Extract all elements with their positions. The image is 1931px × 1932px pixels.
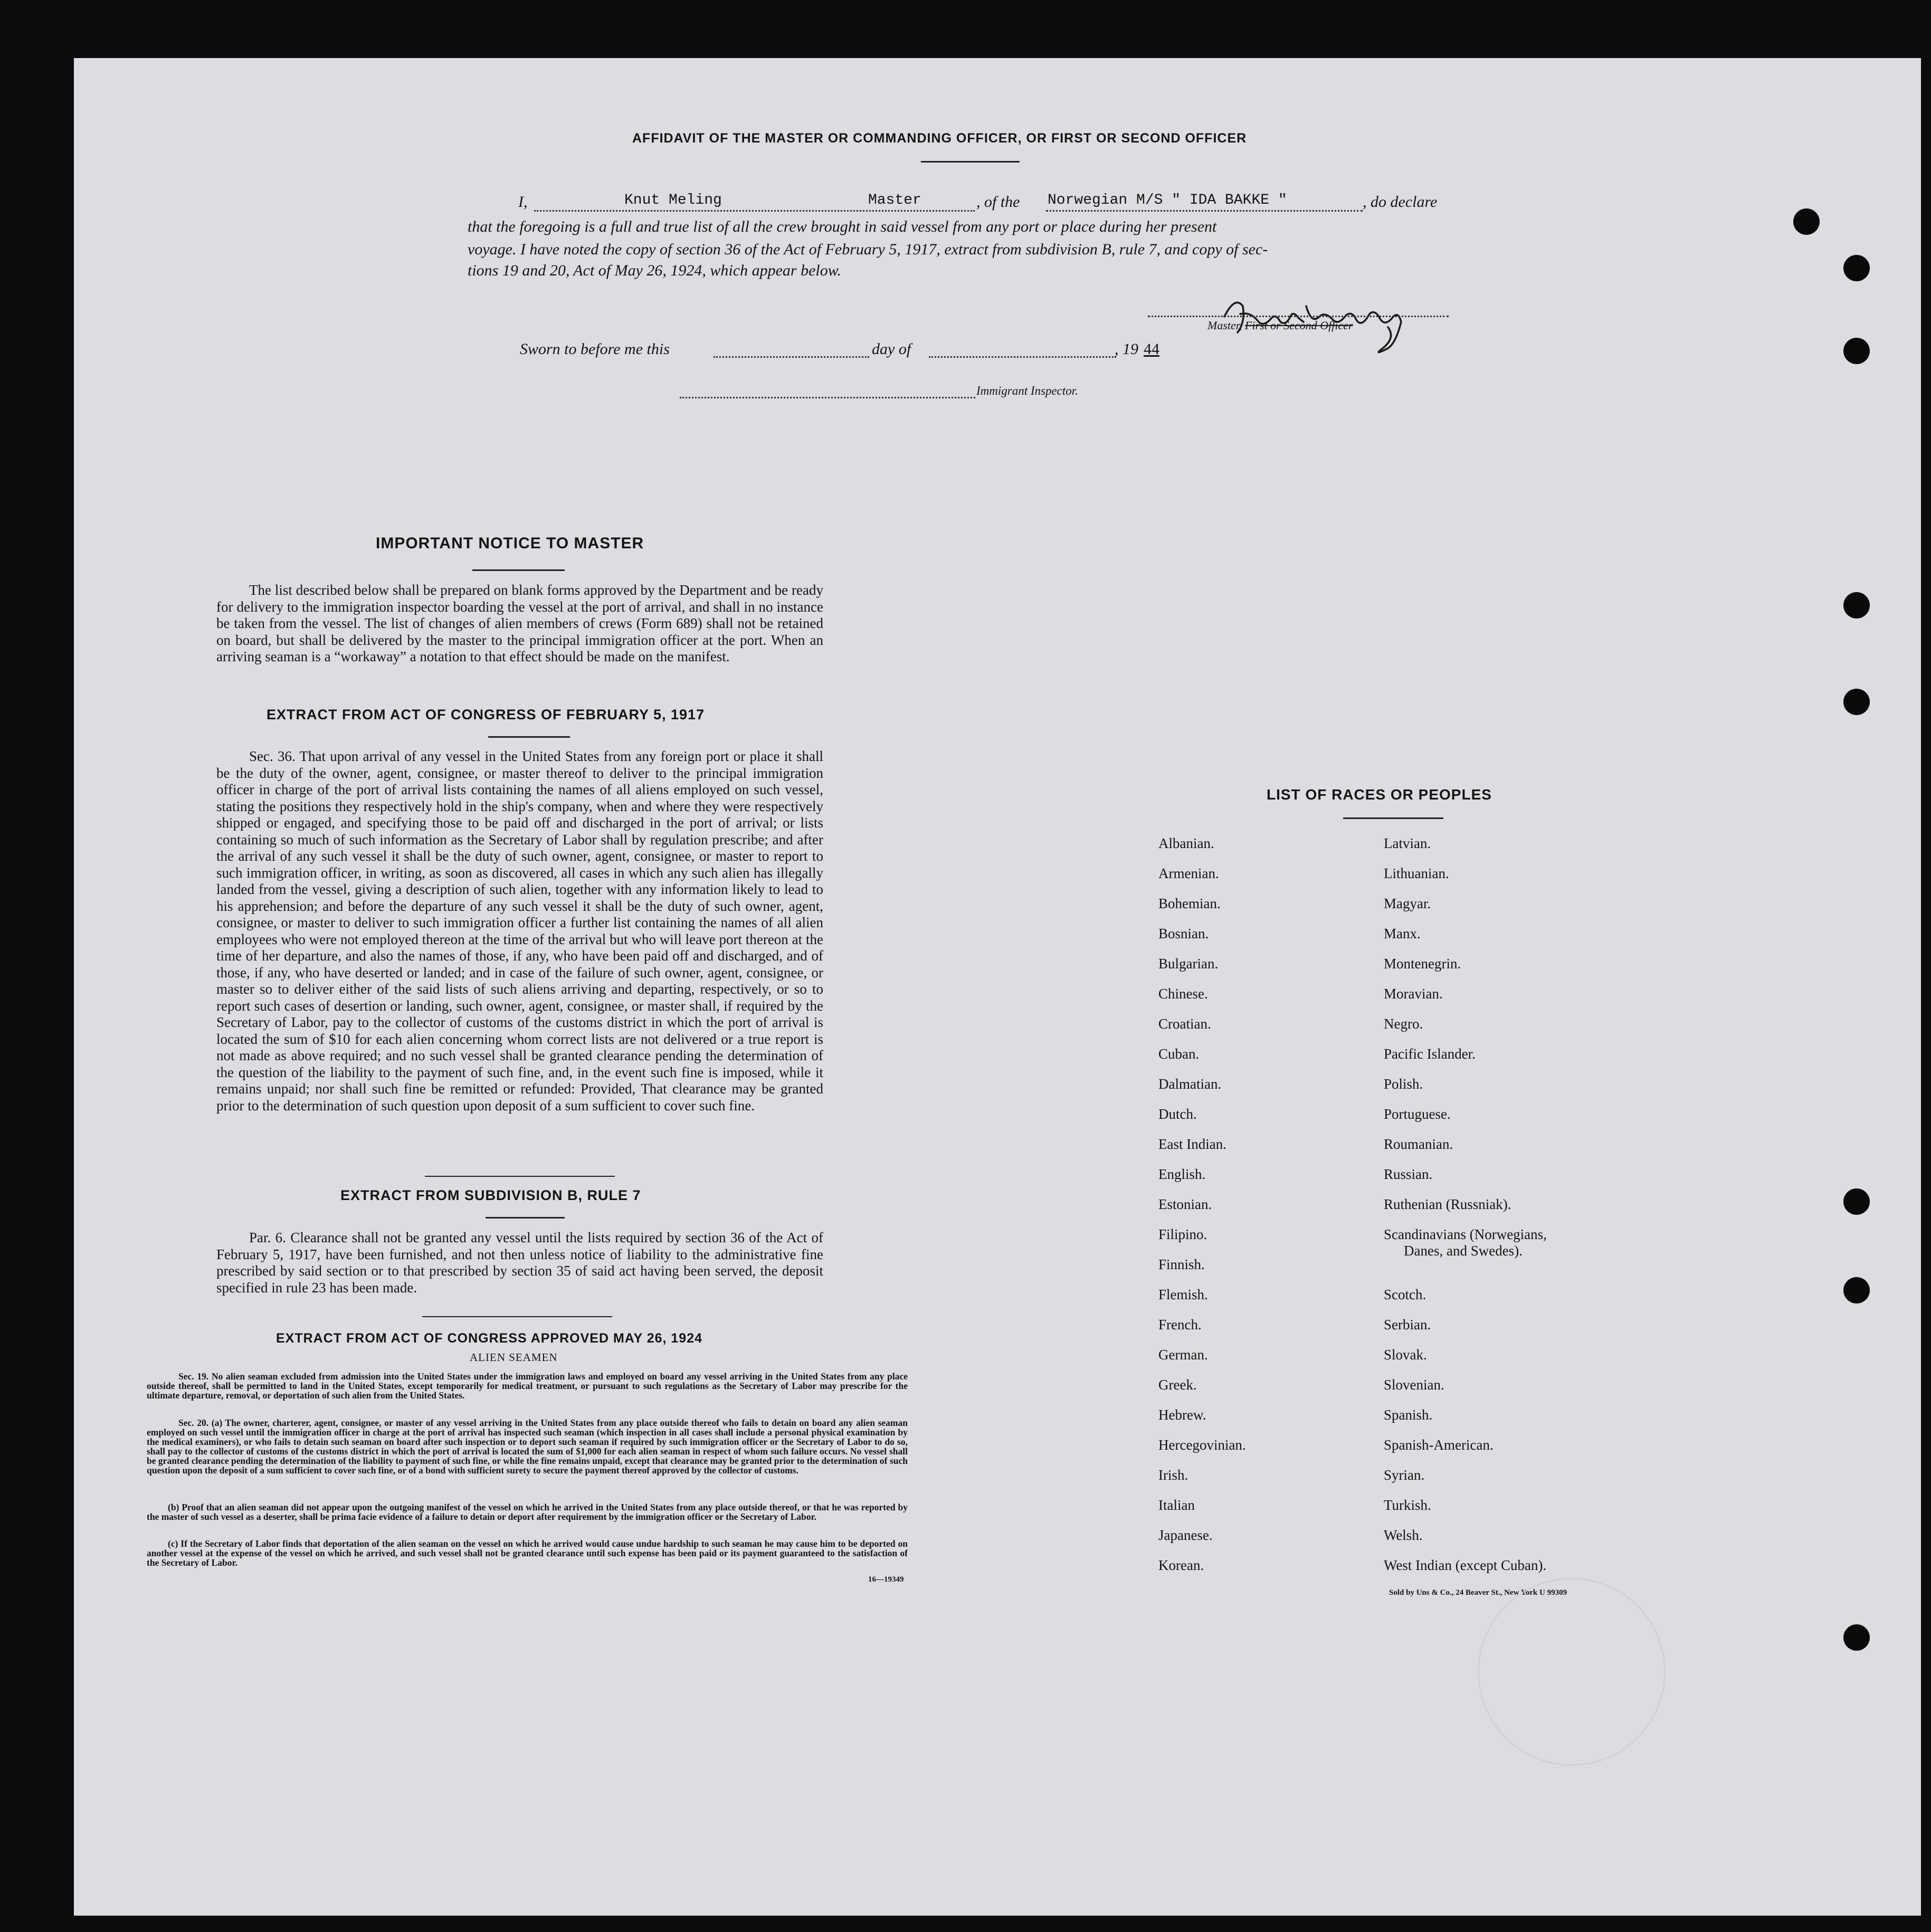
race-item: Greek. (1158, 1377, 1197, 1393)
day-of-label: day of (872, 340, 911, 358)
do-declare-label: , do declare (1363, 193, 1438, 211)
extract-1917-rule (488, 736, 570, 738)
race-item: Dalmatian. (1158, 1076, 1222, 1092)
race-item: Russian. (1384, 1166, 1433, 1182)
declaration-line-4: tions 19 and 20, Act of May 26, 1924, which appear below. (468, 262, 842, 279)
race-item: Spanish. (1384, 1407, 1433, 1423)
race-item: Magyar. (1384, 896, 1431, 911)
declaration-line-3: voyage. I have noted the copy of section 36 of the Act of February 5, 1917, extract from subdivision B, rule 7, and copy of sec- (468, 241, 1268, 258)
race-item: Scandinavians (Norwegians, (1384, 1226, 1547, 1242)
race-item: Polish. (1384, 1076, 1423, 1092)
year-prefix: , 19 (1115, 340, 1138, 358)
race-item: Chinese. (1158, 986, 1208, 1002)
race-item: Bulgarian. (1158, 956, 1219, 972)
notice-rule (472, 569, 565, 571)
binder-hole (1843, 689, 1870, 715)
race-item: Welsh. (1384, 1527, 1423, 1543)
race-item: Armenian. (1158, 865, 1219, 881)
extract-1924-top-rule (422, 1316, 612, 1317)
race-item: Croatian. (1158, 1016, 1211, 1032)
race-item: Filipino. (1158, 1226, 1207, 1242)
rule7-top-rule (425, 1176, 615, 1177)
race-item: Serbian. (1384, 1317, 1431, 1333)
race-item: Korean. (1158, 1557, 1204, 1573)
race-item: Slovak. (1384, 1347, 1427, 1363)
race-item: Moravian. (1384, 986, 1443, 1002)
name-underline (534, 210, 975, 212)
sec19-text: Sec. 19. No alien seaman excluded from admission into the United States under the immigration laws and employed on board any vessel arriving in the United States from any place outside thereof, shall be permitted to land in the United States, except temporarily for medical treatment, or pursuant to such regulations as the Secretary of Labor may prescribe for the ultimate departure, removal, or deportation of such alien from the United States. (147, 1371, 908, 1401)
races-title: LIST OF RACES OR PEOPLES (1267, 786, 1492, 803)
race-item: Estonian. (1158, 1196, 1212, 1212)
caption-master: Master, (1207, 319, 1242, 332)
race-item: Montenegrin. (1384, 956, 1461, 972)
affidavit-title: AFFIDAVIT OF THE MASTER OR COMMANDING OFFICER, OR FIRST OR SECOND OFFICER (632, 131, 1247, 146)
race-item: West Indian (except Cuban). (1384, 1557, 1547, 1573)
rule7-title: EXTRACT FROM SUBDIVISION B, RULE 7 (340, 1187, 641, 1203)
publisher-footer: Sold by Uns & Co., 24 Beaver St., New York U 99309 (1389, 1588, 1567, 1597)
alien-seamen-subtitle: ALIEN SEAMEN (470, 1351, 558, 1364)
embossed-seal (1478, 1578, 1666, 1766)
vessel-name: Norwegian M/S " IDA BAKKE " (1048, 192, 1287, 208)
form-number: 16—19349 (868, 1575, 904, 1584)
binder-hole (1793, 208, 1820, 235)
binder-hole (1843, 1277, 1870, 1303)
race-item: Portuguese. (1384, 1106, 1451, 1122)
race-item: Negro. (1384, 1016, 1423, 1032)
race-item: Pacific Islander. (1384, 1046, 1476, 1062)
title-rule (921, 161, 1020, 163)
race-item: Dutch. (1158, 1106, 1197, 1122)
race-item: Cuban. (1158, 1046, 1200, 1062)
master-name: Knut Meling (624, 192, 722, 208)
binder-hole (1843, 338, 1870, 364)
race-item: Slovenian. (1384, 1377, 1444, 1393)
race-item: Hercegovinian. (1158, 1437, 1246, 1453)
race-item: German. (1158, 1347, 1208, 1363)
binder-hole (1843, 1188, 1870, 1215)
extract-1924-title: EXTRACT FROM ACT OF CONGRESS APPROVED MAY 26, 1924 (276, 1331, 703, 1346)
year-value: 44 (1144, 340, 1159, 358)
race-item: Hebrew. (1158, 1407, 1206, 1423)
race-item: Manx. (1384, 926, 1421, 941)
extract-1917-title: EXTRACT FROM ACT OF CONGRESS OF FEBRUARY 5, 1917 (267, 707, 705, 722)
race-item: Ruthenian (Russniak). (1384, 1196, 1511, 1212)
rule7-rule (486, 1217, 565, 1219)
vessel-underline (1046, 210, 1363, 212)
signature-line (1148, 316, 1449, 317)
binder-hole (1843, 1624, 1870, 1651)
race-item: Danes, and Swedes). (1404, 1243, 1523, 1259)
race-item: Latvian. (1384, 835, 1431, 851)
race-item: French. (1158, 1317, 1202, 1333)
race-item: Bosnian. (1158, 926, 1209, 941)
race-item: Flemish. (1158, 1287, 1208, 1302)
inspector-line (680, 397, 975, 398)
sec20c-text: (c) If the Secretary of Labor finds that deportation of the alien seaman on the vessel on which he arrived would cause undue hardship to such seaman he may cause him to be deported on another vessel at the expense of the vessel on which he arrived, and such vessel shall not be granted clearance until such expense has been paid or its payment guaranteed to the satisfaction of the Secretary of Labor. (147, 1538, 908, 1568)
of-the-label: , of the (976, 193, 1020, 211)
inspector-label: Immigrant Inspector. (976, 384, 1078, 397)
sworn-label: Sworn to before me this (520, 340, 670, 358)
race-item: Albanian. (1158, 835, 1214, 851)
race-item: Syrian. (1384, 1467, 1425, 1483)
sec20a-text: Sec. 20. (a) The owner, charterer, agent, consignee, or master of any vessel arriving in the United States from any place outside thereof who fails to detain on board any alien seaman employed on such vessel until the immigration officer in charge at the port of arrival has inspected such seaman (which inspection in all cases shall include a personal physical examination by the medical examiners), or who fails to detain such seaman on board after such inspection or to deport such seaman if required by such immigration officer or the Secretary of Labor to do so, shall pay to the collector of customs of the customs district in which the port of arrival is located the sum of $1,000 for each alien seaman in respect of whom such failure occurs. No vessel shall be granted clearance pending the determination of the liability to payment of such fine, or while the fine remains unpaid, except that clearance may be granted prior to the determination of such question upon the deposit of a sum sufficient to cover such fine, or of a bond with sufficient surety to secure the payment thereof approved by the collector of customs. (147, 1417, 908, 1476)
race-item: Turkish. (1384, 1497, 1431, 1513)
race-item: Spanish-American. (1384, 1437, 1494, 1453)
declaration-i-label: I, (518, 193, 528, 211)
sec20b-text: (b) Proof that an alien seaman did not appear upon the outgoing manifest of the vessel on which he arrived in the United States from any place outside thereof, or that he was reported by the master of such vessel as a deserter, shall be prima facie evidence of a failure to detain or deport after requirement by the immigration officer or the Secretary of Labor. (147, 1502, 908, 1522)
race-item: Finnish. (1158, 1257, 1205, 1272)
race-item: Bohemian. (1158, 896, 1221, 911)
race-item: Lithuanian. (1384, 865, 1449, 881)
binder-hole (1843, 255, 1870, 281)
race-item: Italian (1158, 1497, 1195, 1513)
race-item: Japanese. (1158, 1527, 1213, 1543)
extract-1917-text: Sec. 36. That upon arrival of any vessel in the United States from any foreign port or place it shall be the duty of the owner, agent, consignee, or master thereof to deliver to the principal immigration officer in charge of the port of arrival lists containing the names of all aliens employed on such vessel, stating the positions they respectively hold in the ship's company, when and where they were respectively shipped or engaged, and specifying those to be paid off and discharged in the port of arrival; or lists containing so much of such information as the Secretary of Labor shall by regulation prescribe; and after the arrival of any such vessel it shall be the duty of such owner, agent, consignee, or master to report to such immigration officer, in writing, as soon as discovered, all cases in which any such alien has illegally landed from the vessel, giving a description of such alien, together with any information likely to lead to his apprehension; and before the departure of any such vessel it shall be the duty of such owner, agent, consignee, or master to deliver to such immigration officer a further list containing the names of all alien employees who were not employed thereon at the time of the arrival but who will leave port thereon at the time of her departure, and also the names of those, if any, who have been paid off and discharged, and of those, if any, who have deserted or landed; and in case of the failure of such owner, agent, consignee, or master so to deliver either of the said lists of such aliens arriving and departing, respectively, or so to report such cases of desertion or landing, such owner, agent, consignee, or master shall, if required by the Secretary of Labor, pay to the collector of customs of the customs district in which the port of arrival is located the sum of $10 for each alien concerning whom correct lists are not delivered or a true report is not made as above required; and no such vessel shall be granted clearance pending the determination of the question of the liability to the payment of such fine, and, in the event such fine is imposed, while it remains unpaid; nor shall such fine be remitted or refunded: Provided, That clearance may be granted prior to the determination of such question upon deposit of a sum sufficient to cover such fine. (216, 748, 823, 1113)
race-item: English. (1158, 1166, 1206, 1182)
master-position: Master (868, 192, 921, 208)
race-item: Roumanian. (1384, 1136, 1453, 1152)
rule7-text: Par. 6. Clearance shall not be granted any vessel until the lists required by section 36 of the Act of February 5, 1917, have been furnished, and not then unless notice of liability to the administrative fine prescribed by said section or to that prescribed by section 35 of said act having been served, the deposit specified in rule 23 has been made. (216, 1230, 823, 1296)
race-item: Irish. (1158, 1467, 1188, 1483)
notice-text: The list described below shall be prepared on blank forms approved by the Department and be ready for delivery to the immigration inspector boarding the vessel at the port of arrival, and shall in no instance be taken from the vessel. The list of changes of alien members of crews (Form 689) shall not be retained on board, but shall be delivered by the master to the principal immigration officer at the port. When an arriving seaman is a “workaway” a notation to that effect should be made on the manifest. (216, 582, 823, 664)
declaration-line-2: that the foregoing is a full and true list of all the crew brought in said vessel from any port or place during her present (468, 218, 1217, 235)
race-item: East Indian. (1158, 1136, 1226, 1152)
signature-caption (1207, 319, 1353, 332)
races-rule (1343, 817, 1443, 819)
sworn-month-line (929, 356, 1116, 358)
notice-title: IMPORTANT NOTICE TO MASTER (376, 535, 644, 552)
race-item: Scotch. (1384, 1287, 1426, 1302)
sworn-day-line (714, 356, 869, 358)
caption-struck-officer: First or Second Officer (1244, 319, 1353, 332)
binder-hole (1843, 592, 1870, 618)
